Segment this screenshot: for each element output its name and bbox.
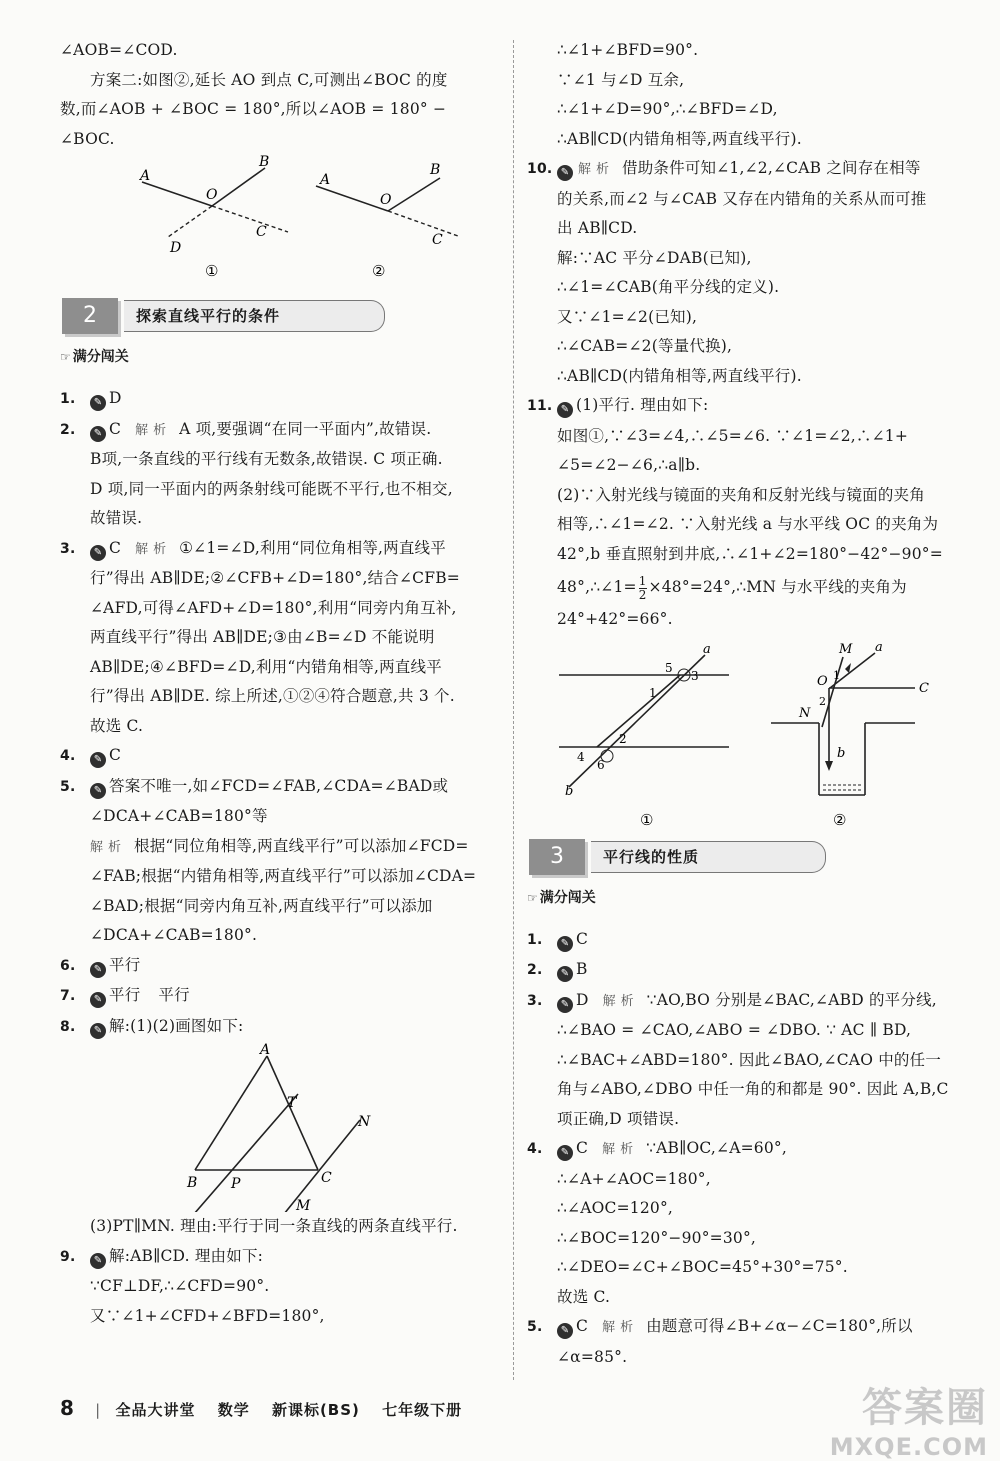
section-title: 平行线的性质 <box>591 841 826 873</box>
triangle-figure <box>60 1042 500 1212</box>
label-C: C <box>321 1170 332 1186</box>
page-footer: 8 | 全品大讲堂 数学 新课标(BS) 七年级下册 <box>60 1396 463 1420</box>
key-icon: ✎ <box>90 545 106 561</box>
intro-line: ∠BOC. <box>60 129 115 148</box>
answer-line: 行”得出 AB∥DE. 综上所述,①②④符合题意,共 3 个. <box>90 687 455 705</box>
hand-pointer-icon: ☞ <box>527 890 538 905</box>
analysis-tag: 解析 <box>90 839 127 855</box>
answer-item-4: 4. ✎ C <box>60 741 500 772</box>
section-header-3 <box>529 839 967 877</box>
answer-line: 两直线平行”得出 AB∥DE;③由∠B=∠D 不能说明 <box>90 628 435 646</box>
answer-line: ∴∠1+∠D=90°,∴∠BFD=∠D, <box>557 100 778 118</box>
analysis-tag: 解析 <box>602 993 639 1009</box>
key-icon: ✎ <box>557 966 573 982</box>
label-O: O <box>206 187 218 203</box>
label-M: M <box>839 641 853 657</box>
label-3: 3 <box>691 668 699 683</box>
label-2: 2 <box>819 694 826 708</box>
key-icon: ✎ <box>90 1253 106 1269</box>
angle-figures <box>60 154 500 284</box>
answer-line: ∴∠CAB=∠2(等量代换), <box>557 337 733 355</box>
answer-line: ∴∠1+∠BFD=90°. <box>557 41 699 59</box>
answer-item-6: 6. ✎ 平行 <box>60 951 500 982</box>
key-icon: ✎ <box>90 752 106 768</box>
answer-line: 故错误. <box>90 509 143 527</box>
label-5: 5 <box>665 660 673 675</box>
watermark-logo: 答案圈 MXQE.COM <box>829 1385 988 1461</box>
label-T: T <box>287 1095 297 1111</box>
answer-line: ∴AB∥CD(内错角相等,两直线平行). <box>557 129 802 148</box>
subject: 数学 <box>217 1401 250 1419</box>
intro-line: 数,而∠AOB + ∠BOC = 180°,所以∠AOB = 180° − <box>60 100 447 118</box>
answer-line: ∠DCA+∠CAB=180°. <box>90 926 258 944</box>
answer-line: ∠DCA+∠CAB=180°等 <box>90 807 268 825</box>
key-icon: ✎ <box>90 783 106 799</box>
answer-line: ∠5=∠2−∠6,∴a∥b. <box>557 456 701 474</box>
answer-line: 的关系,而∠2 与∠CAB 又存在内错角的关系从而可推 <box>557 189 927 208</box>
answer-line: 故选 C. <box>557 1287 611 1306</box>
answer-line: 出 AB∥CD. <box>557 219 638 237</box>
answer-line: ∵∠1 与∠D 互余, <box>557 70 685 89</box>
intro-line: 方案二:如图②,延长 AO 到点 C,可测出∠BOC 的度 <box>90 70 448 89</box>
answer-line: ∴∠BAO = ∠CAO,∠ABO = ∠DBO. ∵ AC ∥ BD, <box>557 1021 912 1039</box>
label-D: D <box>170 240 182 256</box>
section-number: 3 <box>529 839 585 875</box>
figure-caption: ② <box>833 810 847 829</box>
left-column <box>60 36 500 1331</box>
answer-line: 42°,b 垂直照射到井底,∴∠1+∠2=180°−42°−90°= <box>557 544 943 563</box>
answer-item-2: 2. ✎ C 解析 A 项,要强调“在同一平面内”,故错误. <box>60 415 500 446</box>
analysis-tag: 解析 <box>135 541 172 557</box>
label-O: O <box>817 673 828 689</box>
answer-item-8: 8. ✎ 解:(1)(2)画图如下: <box>60 1012 500 1043</box>
label-B: B <box>187 1175 198 1191</box>
label-C: C <box>919 680 929 696</box>
key-icon: ✎ <box>557 1323 573 1339</box>
answer-line: 角与∠ABO,∠DBO 中任一角的和都是 90°. 因此 A,B,C <box>557 1080 949 1098</box>
section-title: 探索直线平行的条件 <box>124 300 385 332</box>
answer-line: 48°,∴∠1= $\frac{1}{2}$ ×48°=24°,∴MN 与水平线的夹角为 <box>557 573 907 602</box>
label-6: 6 <box>597 757 605 772</box>
answer-line: 如图①,∵∠3=∠4,∴∠5=∠6. ∵∠1=∠2,∴∠1+ <box>557 426 909 445</box>
label-B: B <box>430 162 441 178</box>
label-a: a <box>875 639 883 655</box>
figure-well <box>771 640 929 829</box>
answer-line: B项,一条直线的平行线有无数条,故错误. C 项正确. <box>90 450 443 468</box>
key-icon: ✎ <box>557 165 573 181</box>
key-icon: ✎ <box>557 997 573 1013</box>
right-column <box>527 36 967 1372</box>
subsection-heading: ☞ 满分闯关 <box>527 889 596 906</box>
label-N: N <box>358 1114 371 1130</box>
answer-item-3-2: 2. ✎ B <box>527 955 967 986</box>
answer-item-5: 5. ✎ 答案不唯一,如∠FCD=∠FAB,∠CDA=∠BAD或 <box>60 772 500 803</box>
answer-line: ∴∠DEO=∠C+∠BOC=45°+30°=75°. <box>557 1258 848 1276</box>
answer-line: (3)PT∥MN. 理由:平行于同一条直线的两条直线平行. <box>90 1217 458 1235</box>
subsection-heading: ☞ 满分闯关 <box>60 349 129 365</box>
key-icon: ✎ <box>90 992 106 1008</box>
label-M: M <box>296 1198 311 1212</box>
answer-item-3-3: 3. ✎ D 解析 ∵AO,BO 分别是∠BAC,∠ABD 的平分线, <box>527 986 967 1017</box>
answer-item-11: 11. ✎ (1)平行. 理由如下: <box>527 391 967 422</box>
answer-line: 又∵∠1=∠2(已知), <box>557 307 698 326</box>
answer-item-7: 7. ✎ 平行 平行 <box>60 981 500 1012</box>
answer-item-10: 10. ✎ 解析 借助条件可知∠1,∠2,∠CAB 之间存在相等 <box>527 154 967 185</box>
label-b: b <box>837 745 846 761</box>
label-b: b <box>565 783 574 799</box>
figure-caption: ① <box>205 262 219 280</box>
figure-parallel-lines <box>559 642 729 829</box>
answer-line: ∠FAB;根据“内错角相等,两直线平行”可以添加∠CDA= <box>90 867 477 885</box>
answer-line: 故选 C. <box>90 716 144 735</box>
column-divider <box>513 40 514 1380</box>
analysis-tag: 解析 <box>578 162 615 177</box>
label-N: N <box>799 705 811 721</box>
label-P: P <box>231 1176 241 1192</box>
answer-line: ∴∠BAC+∠ABD=180°. 因此∠BAO,∠CAO 中的任一 <box>557 1050 942 1069</box>
answer-item-3-1: 1. ✎ C <box>527 925 967 956</box>
light-reflection-figures <box>527 635 967 835</box>
key-icon: ✎ <box>557 402 573 418</box>
answer-line: ∴AB∥CD(内错角相等,两直线平行). <box>557 366 802 385</box>
intro-line: ∠AOB=∠COD. <box>60 41 178 59</box>
label-C: C <box>256 224 267 240</box>
label-B: B <box>259 154 270 170</box>
analysis-tag: 解析 <box>602 1320 639 1335</box>
answer-line: D 项,同一平面内的两条射线可能既不平行,也不相交, <box>90 479 453 498</box>
answer-line: ∴∠BOC=120°−90°=30°, <box>557 1228 757 1247</box>
label-1: 1 <box>833 668 840 682</box>
key-icon: ✎ <box>90 426 106 442</box>
page-number: 8 <box>60 1396 75 1420</box>
label-4: 4 <box>577 749 585 764</box>
label-A: A <box>320 172 331 188</box>
key-icon: ✎ <box>90 395 106 411</box>
section-header-2 <box>62 298 500 336</box>
hand-pointer-icon: ☞ <box>60 350 71 364</box>
analysis-tag: 解析 <box>135 422 172 438</box>
label-a: a <box>703 641 711 657</box>
brand-name: 全品大讲堂 <box>115 1401 196 1419</box>
answer-line: 24°+42°=66°. <box>557 610 673 628</box>
label-A: A <box>140 168 151 184</box>
answer-line: 解:∵AC 平分∠DAB(已知), <box>557 248 752 267</box>
answer-line: ∵CF⊥DF,∴∠CFD=90°. <box>90 1277 270 1295</box>
section-number: 2 <box>62 298 118 334</box>
answer-item-3: 3. ✎ C 解析 ①∠1=∠D,利用“同位角相等,两直线平 <box>60 534 500 565</box>
key-icon: ✎ <box>557 1145 573 1161</box>
answer-line: ∠AFD,可得∠AFD+∠D=180°,利用“同旁内角互补, <box>90 598 457 617</box>
answer-line: ∴∠1=∠CAB(角平分线的定义). <box>557 278 780 296</box>
label-C: C <box>432 232 443 248</box>
answer-line: ∴∠A+∠AOC=180°, <box>557 1169 711 1188</box>
answer-line: 项正确,D 项错误. <box>557 1109 680 1128</box>
answer-line: 解析 根据“同位角相等,两直线平行”可以添加∠FCD= <box>60 832 500 863</box>
answer-line: ∠α=85°. <box>557 1347 628 1366</box>
edition: 新课标(BS) <box>271 1401 360 1419</box>
answer-line: ∴∠AOC=120°, <box>557 1199 674 1217</box>
analysis-tag: 解析 <box>602 1142 639 1157</box>
answer-line: 行”得出 AB∥DE;②∠CFB+∠D=180°,结合∠CFB= <box>90 569 460 587</box>
answer-line: 相等,∴∠1=∠2. ∵入射光线 a 与水平线 OC 的夹角为 <box>557 515 939 533</box>
key-icon: ✎ <box>557 936 573 952</box>
key-icon: ✎ <box>90 1023 106 1039</box>
label-A: A <box>260 1042 271 1058</box>
figure-caption: ① <box>640 810 654 829</box>
answer-item-3-4: 4. ✎ C 解析 ∵AB∥OC,∠A=60°, <box>527 1134 967 1165</box>
answer-line: ∠BAD;根据“同旁内角互补,两直线平行”可以添加 <box>90 896 433 915</box>
key-icon: ✎ <box>90 962 106 978</box>
figure-caption: ② <box>372 262 386 280</box>
label-O: O <box>380 192 392 208</box>
answer-item-1: 1. ✎ D <box>60 384 500 415</box>
answer-line: 又∵∠1+∠CFD+∠BFD=180°, <box>90 1306 325 1325</box>
label-2: 2 <box>619 731 627 746</box>
fraction: $\frac{1}{2}$ <box>638 573 647 602</box>
label-1: 1 <box>649 685 657 700</box>
answer-line: AB∥DE;④∠BFD=∠D,利用“内错角相等,两直线平 <box>90 657 442 676</box>
grade: 七年级下册 <box>382 1401 463 1419</box>
figure-1 <box>138 154 288 280</box>
answer-item-3-5: 5. ✎ C 解析 由题意可得∠B+∠α−∠C=180°,所以 <box>527 1312 967 1343</box>
answer-item-9: 9. ✎ 解:AB∥CD. 理由如下: <box>60 1242 500 1273</box>
answer-line: (2)∵入射光线与镜面的夹角和反射光线与镜面的夹角 <box>557 485 925 504</box>
figure-2 <box>316 162 458 280</box>
